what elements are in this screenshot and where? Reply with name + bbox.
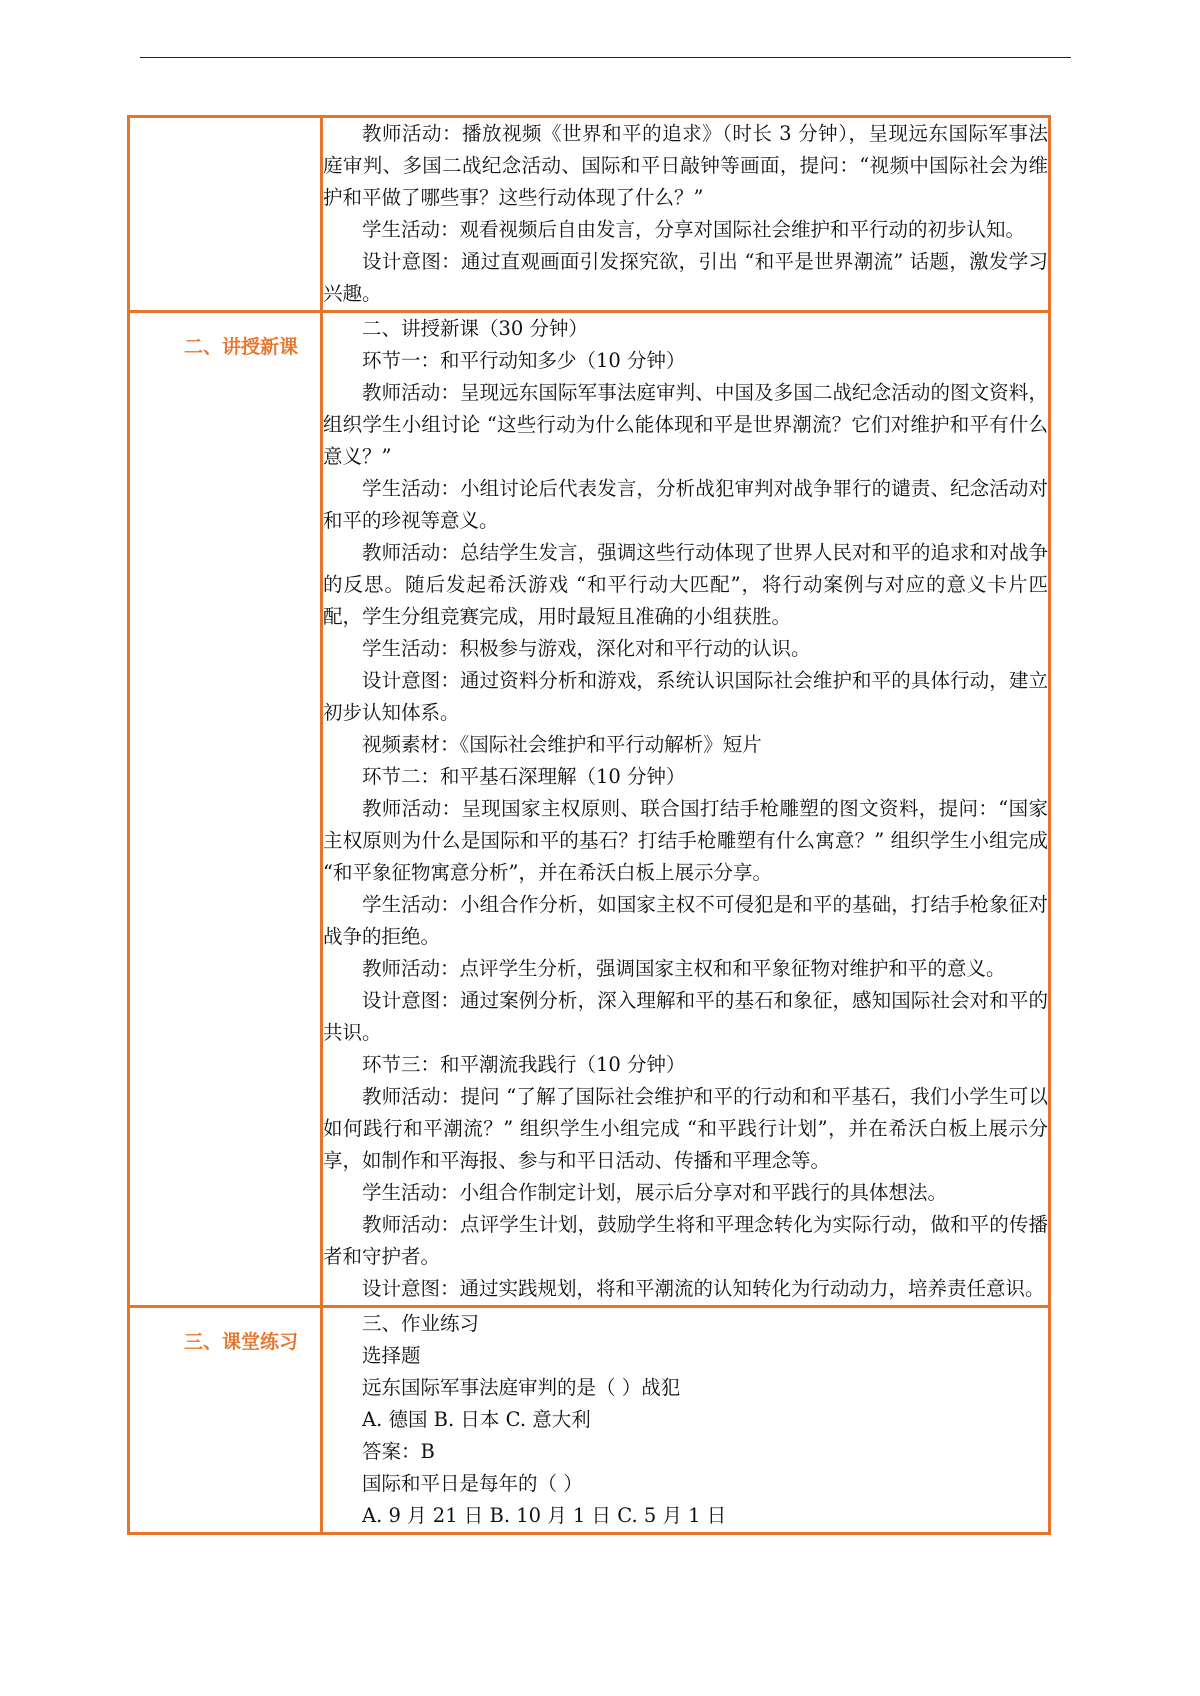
paragraph: 教师活动：提问 “了解了国际社会维护和平的行动和和平基石，我们小学生可以如何践行和平潮流？” 组织学生小组完成 “和平践行计划”，并在希沃白板上展示分享，如制作和平海报、参与和平日活动、传播和平理念等。 xyxy=(323,1085,1048,1172)
paragraph: 教师活动：点评学生计划，鼓励学生将和平理念转化为实际行动，做和平的传播者和守护者。 xyxy=(323,1213,1048,1268)
paragraph: A. 德国 B. 日本 C. 意大利 xyxy=(362,1408,591,1431)
paragraph: 答案：B xyxy=(362,1440,435,1463)
lesson-plan-table xyxy=(127,115,1051,1535)
paragraph: 学生活动：小组合作制定计划，展示后分享对和平践行的具体想法。 xyxy=(362,1181,948,1204)
table-row-intro xyxy=(129,117,1050,312)
paragraph: 教师活动：播放视频《世界和平的追求》（时长 3 分钟），呈现远东国际军事法庭审判、多国二战纪念活动、国际和平日敲钟等画面，提问：“视频中国际社会为维护和平做了哪些事？这些行动体现了什么？” xyxy=(323,122,1048,209)
paragraph: 设计意图：通过实践规划，将和平潮流的认知转化为行动动力，培养责任意识。 xyxy=(362,1277,1045,1300)
header-rule xyxy=(140,57,1071,58)
paragraph: 学生活动：积极参与游戏，深化对和平行动的认识。 xyxy=(362,637,811,660)
paragraph: 学生活动：观看视频后自由发言，分享对国际社会维护和平行动的初步认知。 xyxy=(362,218,1026,241)
section-label-cell xyxy=(129,312,322,1307)
paragraph: 教师活动：点评学生分析，强调国家主权和和平象征物对维护和平的意义。 xyxy=(362,957,1006,980)
section-label: 二、讲授新课 xyxy=(183,336,298,358)
section-content-cell xyxy=(322,312,1050,1307)
paragraph: 设计意图：通过案例分析，深入理解和平的基石和象征，感知国际社会对和平的共识。 xyxy=(323,989,1048,1044)
paragraph: 设计意图：通过资料分析和游戏，系统认识国际社会维护和平的具体行动，建立初步认知体系。 xyxy=(323,669,1048,724)
paragraph: A. 9 月 21 日 B. 10 月 1 日 C. 5 月 1 日 xyxy=(362,1504,727,1527)
paragraph: 环节一：和平行动知多少（10 分钟） xyxy=(362,349,686,372)
paragraph: 教师活动：呈现国家主权原则、联合国打结手枪雕塑的图文资料，提问：“国家主权原则为什么是国际和平的基石？打结手枪雕塑有什么寓意？” 组织学生小组完成 “和平象征物寓意分析”，并在希沃白板上展示分享。 xyxy=(323,797,1048,884)
section-content-cell xyxy=(322,1307,1050,1534)
paragraph: 国际和平日是每年的（ ） xyxy=(362,1472,583,1495)
paragraph: 教师活动：呈现远东国际军事法庭审判、中国及多国二战纪念活动的图文资料，组织学生小组讨论 “这些行动为什么能体现和平是世界潮流？它们对维护和平有什么意义？” xyxy=(323,381,1048,468)
table-row-practice xyxy=(129,1307,1050,1534)
paragraph: 视频素材：《国际社会维护和平行动解析》短片 xyxy=(362,733,762,756)
paragraph: 远东国际军事法庭审判的是（ ）战犯 xyxy=(362,1376,681,1399)
paragraph: 环节二：和平基石深理解（10 分钟） xyxy=(362,765,686,788)
paragraph: 三、作业练习 xyxy=(362,1312,480,1335)
table-row-new-lesson xyxy=(129,312,1050,1307)
section-label-cell xyxy=(129,117,322,312)
paragraph: 学生活动：小组讨论后代表发言，分析战犯审判对战争罪行的谴责、纪念活动对和平的珍视等意义。 xyxy=(323,477,1048,532)
paragraph: 二、讲授新课（30 分钟） xyxy=(362,317,589,340)
paragraph: 学生活动：小组合作分析，如国家主权不可侵犯是和平的基础，打结手枪象征对战争的拒绝。 xyxy=(323,893,1048,948)
paragraph: 设计意图：通过直观画面引发探究欲，引出 “和平是世界潮流” 话题，激发学习兴趣。 xyxy=(323,250,1048,305)
section-label-cell xyxy=(129,1307,322,1534)
paragraph: 环节三：和平潮流我践行（10 分钟） xyxy=(362,1053,686,1076)
paragraph: 教师活动：总结学生发言，强调这些行动体现了世界人民对和平的追求和对战争的反思。随后发起希沃游戏 “和平行动大匹配”，将行动案例与对应的意义卡片匹配，学生分组竞赛完成，用时最短且准确的小组获胜。 xyxy=(323,541,1048,628)
paragraph: 选择题 xyxy=(362,1344,421,1367)
section-content-cell xyxy=(322,117,1050,312)
section-label: 三、课堂练习 xyxy=(183,1331,298,1353)
